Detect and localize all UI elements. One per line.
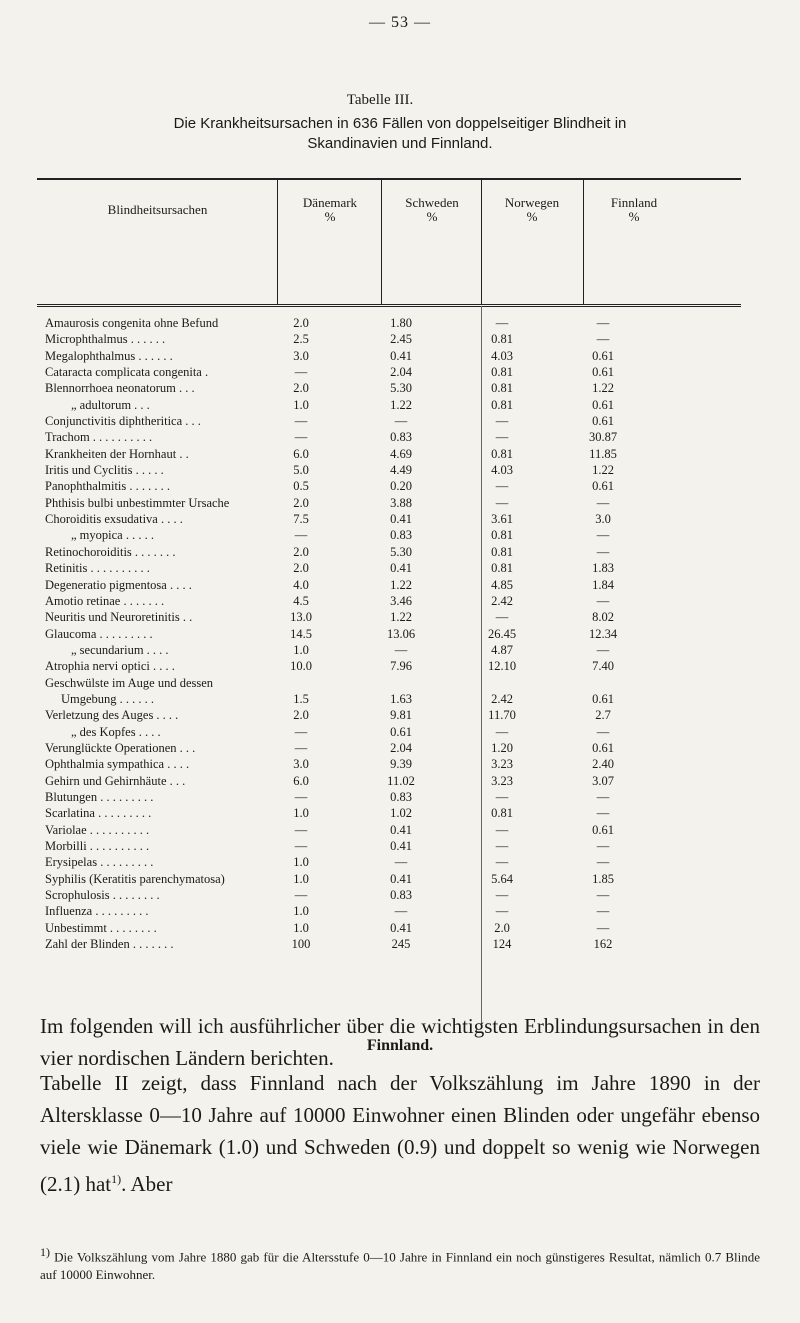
value-cell: 0.83 (390, 888, 412, 903)
value-cell: 245 (391, 937, 411, 952)
value-cell: 4.03 (491, 463, 513, 478)
value-cell: 1.22 (592, 381, 614, 396)
cause-cell: Gehirn und Gehirnhäute . . . (45, 773, 186, 788)
value-cell: 8.02 (592, 610, 614, 625)
cause-cell: Retinochoroiditis . . . . . . . (45, 544, 176, 559)
value-cell: 0.61 (592, 740, 614, 755)
cause-cell: Glaucoma . . . . . . . . . (45, 626, 153, 641)
value-cell: 1.85 (592, 871, 614, 886)
table-row (45, 642, 745, 658)
value-cell: — (596, 855, 610, 870)
table-row (45, 364, 745, 380)
column-header-label: Schweden (405, 195, 459, 210)
value-cell: — (294, 740, 308, 755)
value-cell: — (596, 839, 610, 853)
value-cell: 3.23 (491, 773, 513, 788)
value-cell: 2.0 (293, 544, 309, 559)
column-header-unit: % (324, 209, 336, 224)
value-cell: 0.61 (592, 397, 614, 412)
column-header-cause: Blindheitsursachen (107, 202, 208, 217)
value-cell: 0.41 (390, 920, 412, 935)
value-cell: — (294, 430, 308, 445)
table-body (45, 315, 745, 952)
value-cell: — (495, 724, 509, 739)
cause-cell: Neuritis und Neuroretinitis . . (45, 610, 193, 625)
value-cell: — (294, 822, 308, 837)
value-cell: — (394, 904, 408, 919)
cause-cell: Conjunctivitis diphtheritica . . . (45, 414, 201, 429)
value-cell: 5.64 (491, 871, 513, 886)
table-row (45, 724, 745, 740)
value-cell: — (294, 528, 308, 543)
table-row (45, 544, 745, 560)
table-row (45, 609, 745, 625)
value-cell: 1.22 (390, 577, 412, 592)
value-cell: 4.49 (390, 463, 412, 478)
value-cell: 0.61 (592, 479, 614, 494)
table-row (45, 577, 745, 593)
value-cell: — (596, 528, 610, 543)
value-cell: — (495, 495, 509, 510)
cause-cell: „ adultorum . . . (71, 397, 150, 412)
value-cell: — (596, 642, 610, 657)
value-cell: 0.83 (390, 430, 412, 445)
value-cell: 11.70 (488, 708, 516, 723)
value-cell: 0.81 (491, 397, 513, 412)
table-row (45, 380, 745, 396)
value-cell: 10.0 (290, 659, 312, 674)
cause-cell: Umgebung . . . . . . (61, 691, 155, 706)
table-row (45, 626, 745, 642)
value-cell: 1.0 (293, 920, 309, 935)
value-cell: 0.61 (390, 724, 412, 739)
page-number: — 53 — (369, 14, 431, 31)
value-cell: 162 (593, 937, 613, 952)
cause-cell: Trachom . . . . . . . . . . (45, 430, 153, 445)
heading-line-1: Die Krankheitsursachen in 636 Fällen von doppelseitiger Blindheit in (173, 115, 627, 132)
value-cell: — (495, 839, 509, 853)
cause-cell: Krankheiten der Hornhaut . . (45, 446, 189, 461)
value-cell: — (394, 855, 408, 870)
cause-cell: Cataracta complicata congenita . (45, 365, 209, 380)
value-cell: — (596, 888, 610, 903)
paragraph-text-end: . Aber (121, 1172, 173, 1196)
value-cell: 2.5 (293, 332, 309, 347)
value-cell: 3.23 (491, 757, 513, 772)
table-row (45, 397, 745, 413)
table-row (45, 773, 745, 789)
value-cell: — (495, 430, 509, 445)
column-header-label: Dänemark (302, 195, 358, 210)
value-cell: 2.7 (595, 708, 611, 723)
value-cell: — (596, 593, 610, 608)
value-cell: 1.0 (293, 871, 309, 886)
cause-cell: Phthisis bulbi unbestimmter Ursache (45, 495, 230, 510)
value-cell: — (596, 495, 610, 510)
table-row (45, 348, 745, 364)
header-rule-2 (37, 306, 741, 307)
table-row (45, 805, 745, 821)
value-cell: — (596, 544, 610, 559)
value-cell: — (495, 316, 509, 330)
cause-cell: Unbestimmt . . . . . . . . (45, 920, 157, 935)
value-cell: 2.0 (293, 708, 309, 723)
cause-cell: Blennorrhoea neonatorum . . . (45, 381, 195, 396)
value-cell: — (294, 365, 308, 380)
value-cell: — (596, 316, 610, 330)
column-header-unit: % (526, 209, 538, 224)
value-cell: 2.42 (491, 691, 513, 706)
value-cell: 30.87 (588, 430, 618, 445)
value-cell: 2.0 (293, 495, 309, 510)
value-cell: 0.81 (491, 365, 513, 380)
column-header-sweden (382, 196, 482, 224)
table-row (45, 756, 745, 772)
value-cell: 1.02 (390, 806, 412, 821)
value-cell: 3.0 (293, 348, 309, 363)
value-cell: — (495, 904, 509, 919)
cause-cell: Atrophia nervi optici . . . . (45, 659, 175, 674)
value-cell: 0.41 (390, 839, 412, 853)
table-row (45, 527, 745, 543)
cause-cell: Amaurosis congenita ohne Befund (45, 316, 219, 330)
cause-cell: Panophthalmitis . . . . . . . (45, 479, 170, 494)
value-cell: — (495, 855, 509, 870)
footnote (40, 1243, 760, 1284)
cause-cell: „ secundarium . . . . (71, 642, 169, 657)
value-cell: — (294, 839, 308, 853)
table-row (45, 920, 745, 936)
cause-cell: Amotio retinae . . . . . . . (45, 593, 165, 608)
value-cell: 12.34 (588, 626, 618, 641)
table-row (45, 462, 745, 478)
cause-cell: Degeneratio pigmentosa . . . . (45, 577, 192, 592)
table-row (45, 871, 745, 887)
value-cell: 6.0 (293, 773, 309, 788)
value-cell: 1.83 (592, 561, 614, 576)
table-row (45, 691, 745, 707)
value-cell: — (294, 724, 308, 739)
column-header-norway (482, 196, 582, 224)
value-cell: 0.61 (592, 348, 614, 363)
value-cell: 2.0 (293, 561, 309, 576)
value-cell: 14.5 (290, 626, 312, 641)
value-cell: 0.20 (390, 479, 412, 494)
table-heading (40, 114, 760, 154)
column-header-finland (584, 196, 684, 224)
value-cell: 5.30 (390, 381, 412, 396)
value-cell: 0.61 (592, 414, 614, 429)
paragraph-text: Tabelle II zeigt, dass Finnland nach der Volkszählung im Jahre 1890 in der Altersklasse 0—10 Jahre auf 10000 Einwohner einen Blinden oder ungefähr ebenso viele wie Dänemark (1.0) und Schweden (0.9) und doppelt so wenig wie Norwegen (2.1) hat (40, 1071, 760, 1196)
value-cell: 3.88 (390, 495, 412, 510)
value-cell: — (495, 610, 509, 625)
cause-cell: Zahl der Blinden . . . . . . . (45, 937, 174, 952)
value-cell: — (495, 822, 509, 837)
table-row (45, 495, 745, 511)
value-cell: 1.5 (293, 691, 309, 706)
value-cell: 5.30 (390, 544, 412, 559)
cause-cell: Verunglückte Operationen . . . (45, 740, 196, 755)
value-cell: 12.10 (487, 659, 517, 674)
value-cell: 7.5 (293, 512, 309, 527)
value-cell: — (495, 414, 509, 429)
value-cell: 100 (291, 937, 311, 952)
value-cell: 0.41 (390, 512, 412, 527)
table-row (45, 560, 745, 576)
value-cell: 1.0 (293, 397, 309, 412)
value-cell: 1.0 (293, 904, 309, 919)
value-cell: 0.83 (390, 789, 412, 804)
table-row (45, 675, 745, 691)
section-title: Finnland. (366, 1037, 434, 1054)
value-cell: — (596, 806, 610, 821)
value-cell: 0.81 (491, 544, 513, 559)
value-cell: 3.0 (595, 512, 611, 527)
value-cell: 2.0 (293, 316, 309, 330)
value-cell: 1.22 (592, 463, 614, 478)
cause-cell: Influenza . . . . . . . . . (45, 904, 149, 919)
table-row (45, 446, 745, 462)
table-row (45, 789, 745, 805)
value-cell: — (495, 888, 509, 903)
value-cell: 7.40 (592, 659, 614, 674)
cause-cell: Ophthalmia sympathica . . . . (45, 757, 190, 772)
value-cell: — (596, 332, 610, 347)
value-cell: 0.81 (491, 561, 513, 576)
heading-line-2: Skandinavien und Finnland. (307, 135, 493, 152)
value-cell: 4.5 (293, 593, 309, 608)
value-cell: — (596, 789, 610, 804)
value-cell: — (596, 724, 610, 739)
value-cell: 11.85 (589, 446, 617, 461)
cause-cell: Scarlatina . . . . . . . . . (45, 806, 152, 821)
cause-cell: Scrophulosis . . . . . . . . (45, 888, 160, 903)
column-header-label: Finnland (610, 195, 658, 210)
value-cell: 2.04 (390, 365, 412, 380)
table-row (45, 903, 745, 919)
value-cell: 1.0 (293, 806, 309, 821)
value-cell: 11.02 (387, 773, 415, 788)
value-cell: 0.41 (390, 348, 412, 363)
table-row (45, 854, 745, 870)
value-cell: 0.81 (491, 446, 513, 461)
cause-cell: „ des Kopfes . . . . (71, 724, 161, 739)
value-cell: — (394, 642, 408, 657)
value-cell: 1.0 (293, 642, 309, 657)
cause-cell: Choroiditis exsudativa . . . . (45, 512, 183, 527)
value-cell: 0.41 (390, 871, 412, 886)
value-cell: — (294, 888, 308, 903)
footnote-reference: 1) (111, 1172, 122, 1186)
paragraph-intro: Im folgenden will ich ausführlicher über die wichtigsten Erblindungsursachen in den vier nordischen Ländern berichten. (40, 1014, 760, 1070)
value-cell: 2.04 (390, 740, 412, 755)
value-cell: 0.61 (592, 691, 614, 706)
cause-cell: Iritis und Cyclitis . . . . . (45, 463, 164, 478)
value-cell: 9.39 (390, 757, 412, 772)
table-row (45, 413, 745, 429)
value-cell: 4.85 (491, 577, 513, 592)
cause-cell: Erysipelas . . . . . . . . . (45, 855, 154, 870)
table-row (45, 822, 745, 838)
value-cell: 0.61 (592, 365, 614, 380)
value-cell: 2.0 (494, 920, 510, 935)
value-cell: — (495, 479, 509, 494)
value-cell: — (394, 414, 408, 429)
value-cell: 3.46 (390, 593, 412, 608)
header-rule (37, 304, 741, 305)
paragraph-finland (40, 1067, 760, 1200)
value-cell: 1.80 (390, 316, 412, 330)
table-row (45, 936, 745, 952)
table-row (45, 511, 745, 527)
value-cell: 9.81 (390, 708, 412, 723)
value-cell: — (596, 904, 610, 919)
value-cell: 0.41 (390, 822, 412, 837)
table-row (45, 887, 745, 903)
value-cell: 1.0 (293, 855, 309, 870)
cause-cell: Retinitis . . . . . . . . . . (45, 561, 150, 576)
table-row (45, 593, 745, 609)
cause-cell: „ myopica . . . . . (71, 528, 154, 543)
value-cell: 0.81 (491, 381, 513, 396)
value-cell: 124 (492, 937, 512, 952)
value-cell: 7.96 (390, 659, 412, 674)
value-cell: 3.0 (293, 757, 309, 772)
value-cell: 0.81 (491, 806, 513, 821)
value-cell: 5.0 (293, 463, 309, 478)
value-cell: 13.0 (290, 610, 312, 625)
value-cell: 4.87 (491, 642, 513, 657)
value-cell: 4.0 (293, 577, 309, 592)
value-cell: 0.61 (592, 822, 614, 837)
table-row (45, 707, 745, 723)
table-row (45, 658, 745, 674)
value-cell: 13.06 (386, 626, 416, 641)
value-cell: 4.03 (491, 348, 513, 363)
value-cell: 4.69 (390, 446, 412, 461)
value-cell: 2.45 (390, 332, 412, 347)
table-row (45, 315, 745, 331)
value-cell: 3.61 (491, 512, 513, 527)
value-cell: 0.5 (293, 479, 309, 494)
cause-cell: Syphilis (Keratitis parenchymatosa) (45, 871, 225, 886)
cause-cell: Megalophthalmus . . . . . . (45, 348, 173, 363)
table-top-rule (37, 178, 741, 180)
cause-cell: Geschwülste im Auge und dessen (45, 675, 214, 690)
table-row (45, 429, 745, 445)
value-cell: 2.0 (293, 381, 309, 396)
column-header-label: Norwegen (504, 195, 560, 210)
value-cell: 6.0 (293, 446, 309, 461)
column-header-unit: % (426, 209, 438, 224)
value-cell: — (495, 789, 509, 804)
column-divider (277, 179, 278, 304)
footnote-mark: 1) (40, 1245, 50, 1259)
value-cell: 1.20 (491, 740, 513, 755)
value-cell: 0.81 (491, 528, 513, 543)
column-header-denmark (280, 196, 380, 224)
value-cell: 26.45 (487, 626, 517, 641)
cause-cell: Morbilli . . . . . . . . . . (45, 839, 150, 853)
footnote-text: Die Volkszählung vom Jahre 1880 gab für die Altersstufe 0—10 Jahre in Finnland ein noch günstigeres Resultat, nämlich 0.7 Blinde auf 10000 Einwohner. (40, 1249, 761, 1283)
value-cell: 1.84 (592, 577, 614, 592)
value-cell: 0.41 (390, 561, 412, 576)
cause-cell: Blutungen . . . . . . . . . (45, 789, 154, 804)
table-label: Tabelle III. (346, 92, 414, 108)
value-cell: 2.40 (592, 757, 614, 772)
table-row (45, 838, 745, 854)
value-cell: — (596, 920, 610, 935)
table-row (45, 478, 745, 494)
cause-cell: Variolae . . . . . . . . . . (45, 822, 150, 837)
value-cell: 3.07 (592, 773, 614, 788)
table-row (45, 331, 745, 347)
value-cell: 1.22 (390, 610, 412, 625)
cause-cell: Verletzung des Auges . . . . (45, 708, 179, 723)
cause-cell: Microphthalmus . . . . . . (45, 332, 166, 347)
value-cell: — (294, 789, 308, 804)
value-cell: 0.81 (491, 332, 513, 347)
column-header-unit: % (628, 209, 640, 224)
value-cell: 0.83 (390, 528, 412, 543)
value-cell: 2.42 (491, 593, 513, 608)
value-cell: 1.22 (390, 397, 412, 412)
table-row (45, 740, 745, 756)
value-cell: 1.63 (390, 691, 412, 706)
value-cell: — (294, 414, 308, 429)
